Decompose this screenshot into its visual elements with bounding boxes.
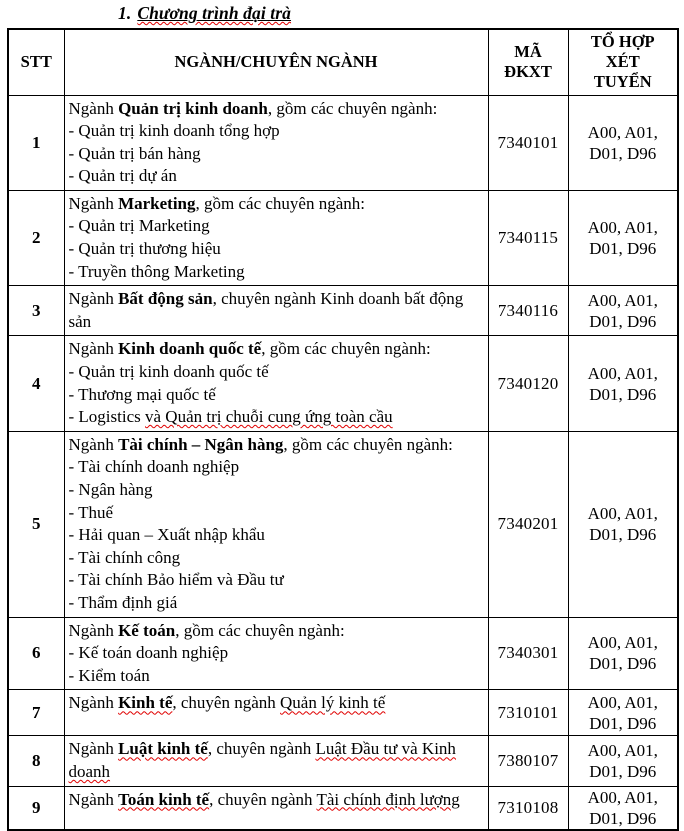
text-segment: , chuyên ngành <box>209 789 317 809</box>
stt-cell: 5 <box>8 431 64 617</box>
table-row <box>8 786 678 830</box>
text-segment: - Tài chính Bảo hiểm và Đầu tư <box>68 570 284 590</box>
text-segment: Kinh tế <box>118 693 173 713</box>
title-underline <box>137 3 291 23</box>
header-stt: STT <box>8 29 64 95</box>
header-row <box>8 29 678 95</box>
text-segment: , chuyên ngành <box>207 739 316 759</box>
text-segment: Ngành <box>68 789 119 809</box>
text-segment: Bất động sản <box>118 289 213 309</box>
text-segment: - Ngân hàng <box>68 480 153 499</box>
text-segment: - Quản trị kinh doanh tổng hợp <box>68 121 280 141</box>
major-line <box>69 238 484 261</box>
text-segment: - Kiểm toán <box>68 665 150 685</box>
major-line <box>69 98 484 121</box>
text-segment: Quản lý kinh tế <box>280 693 386 713</box>
stt-cell: 8 <box>8 736 64 786</box>
code-cell: 7310108 <box>488 786 568 830</box>
stt-cell: 7 <box>8 690 64 736</box>
text-segment: Kinh doanh quốc tế <box>118 339 262 359</box>
stt-cell: 2 <box>8 190 64 285</box>
stt-cell: 9 <box>8 786 64 830</box>
major-line <box>69 288 484 333</box>
combo-cell: A00, A01, D01, D96 <box>568 190 678 285</box>
text-segment: Kế toán <box>118 620 176 640</box>
major-line <box>69 434 484 457</box>
major-cell <box>64 690 488 736</box>
combo-cell: A00, A01, D01, D96 <box>568 286 678 336</box>
major-cell <box>64 617 488 690</box>
stt-cell: 6 <box>8 617 64 690</box>
table-body <box>8 95 678 830</box>
text-segment: Ngành <box>68 434 119 454</box>
table-row <box>8 336 678 431</box>
major-line <box>69 456 484 479</box>
text-segment: - Quản trị Marketing <box>68 216 210 236</box>
text-segment: - Quản trị thương hiệu <box>68 239 221 259</box>
header-to-hop: TỔ HỢP XÉT TUYỂN <box>568 29 678 95</box>
major-line <box>69 479 484 502</box>
text-segment: và Quản trị chuỗi cung ứng toàn cầu <box>145 407 393 427</box>
text-segment: Luật kinh tế <box>118 739 208 759</box>
text-segment: Ngành <box>68 693 119 713</box>
major-line <box>69 406 484 429</box>
major-line <box>69 193 484 216</box>
text-segment: - Quản trị bán hàng <box>68 143 201 163</box>
combo-cell: A00, A01, D01, D96 <box>568 690 678 736</box>
major-line <box>69 665 484 688</box>
major-cell <box>64 736 488 786</box>
text-segment: Ngành <box>68 739 119 759</box>
code-cell: 7380107 <box>488 736 568 786</box>
text-segment: Marketing <box>118 193 196 213</box>
text-segment: Ngành <box>68 193 119 213</box>
table-row <box>8 617 678 690</box>
major-line <box>69 502 484 525</box>
stt-cell: 1 <box>8 95 64 190</box>
table-row <box>8 736 678 786</box>
text-segment: Quản trị kinh doanh <box>118 98 268 118</box>
text-segment: - Quản trị dự án <box>68 166 177 186</box>
text-segment: - Thẩm định giá <box>68 592 178 612</box>
table-row <box>8 95 678 190</box>
code-cell: 7340116 <box>488 286 568 336</box>
major-cell <box>64 95 488 190</box>
major-cell <box>64 431 488 617</box>
text-segment: , chuyên ngành <box>172 693 281 713</box>
text-segment: Tài chính – Ngân hàng <box>118 434 284 454</box>
major-line <box>69 361 484 384</box>
stt-cell: 4 <box>8 336 64 431</box>
major-line <box>69 642 484 665</box>
text-segment: , gồm các chuyên ngành: <box>267 98 438 118</box>
major-line <box>69 738 484 783</box>
title-text: Chương trình đại trà <box>137 3 292 23</box>
text-segment: Ngành <box>68 98 119 118</box>
combo-cell: A00, A01, D01, D96 <box>568 617 678 690</box>
header-nganh: NGÀNH/CHUYÊN NGÀNH <box>64 29 488 95</box>
text-segment: Ngành <box>68 289 119 309</box>
text-segment: - Thuế <box>68 502 114 522</box>
combo-cell: A00, A01, D01, D96 <box>568 786 678 830</box>
text-segment: , gồm các chuyên ngành: <box>283 434 453 454</box>
text-segment: - Quản trị kinh doanh quốc tế <box>68 362 269 382</box>
title-number: 1. <box>118 3 132 23</box>
code-cell: 7340115 <box>488 190 568 285</box>
text-segment: - Thương mại quốc tế <box>68 384 216 404</box>
major-line <box>69 261 484 284</box>
table-row <box>8 190 678 285</box>
text-segment: Toán kinh tế <box>118 789 210 809</box>
text-segment: Ngành <box>68 620 119 640</box>
major-cell <box>64 286 488 336</box>
table-row <box>8 286 678 336</box>
code-cell: 7340201 <box>488 431 568 617</box>
text-segment: - Truyền thông Marketing <box>68 261 245 281</box>
major-line <box>69 692 484 715</box>
major-cell <box>64 190 488 285</box>
combo-cell: A00, A01, D01, D96 <box>568 736 678 786</box>
text-segment: , gồm các chuyên ngành: <box>175 620 345 640</box>
major-cell <box>64 336 488 431</box>
combo-cell: A00, A01, D01, D96 <box>568 336 678 431</box>
major-line <box>69 789 484 812</box>
text-segment: Tài chính định lượng <box>316 789 460 809</box>
text-segment: , chuyên ngành Kinh doanh bất động sản <box>68 289 464 331</box>
major-line <box>69 215 484 238</box>
major-line <box>69 620 484 643</box>
code-cell: 7340120 <box>488 336 568 431</box>
major-line <box>69 547 484 570</box>
major-cell <box>64 786 488 830</box>
major-line <box>69 338 484 361</box>
text-segment: , gồm các chuyên ngành: <box>261 339 431 359</box>
header-ma-dkxt: MÃ ĐKXT <box>488 29 568 95</box>
text-segment: - Logistics <box>68 407 145 427</box>
code-cell: 7340101 <box>488 95 568 190</box>
text-segment: Luật Đầu tư và Kinh doanh <box>68 739 456 781</box>
text-segment: - Tài chính công <box>68 547 181 567</box>
major-line <box>69 569 484 592</box>
text-segment: , gồm các chuyên ngành: <box>195 193 365 213</box>
major-line <box>69 120 484 143</box>
major-line <box>69 143 484 166</box>
code-cell: 7340301 <box>488 617 568 690</box>
code-cell: 7310101 <box>488 690 568 736</box>
combo-cell: A00, A01, D01, D96 <box>568 95 678 190</box>
major-line <box>69 524 484 547</box>
page-title <box>118 3 684 24</box>
text-segment: - Tài chính doanh nghiệp <box>68 457 240 477</box>
admission-table <box>7 28 679 831</box>
combo-cell: A00, A01, D01, D96 <box>568 431 678 617</box>
text-segment: Ngành <box>68 339 119 359</box>
table-header <box>8 29 678 95</box>
major-line <box>69 384 484 407</box>
stt-cell: 3 <box>8 286 64 336</box>
major-line <box>69 165 484 188</box>
table-row <box>8 431 678 617</box>
text-segment: - Kế toán doanh nghiệp <box>68 643 229 663</box>
table-row <box>8 690 678 736</box>
text-segment: - Hải quan – Xuất nhập khẩu <box>68 525 265 545</box>
major-line <box>69 592 484 615</box>
